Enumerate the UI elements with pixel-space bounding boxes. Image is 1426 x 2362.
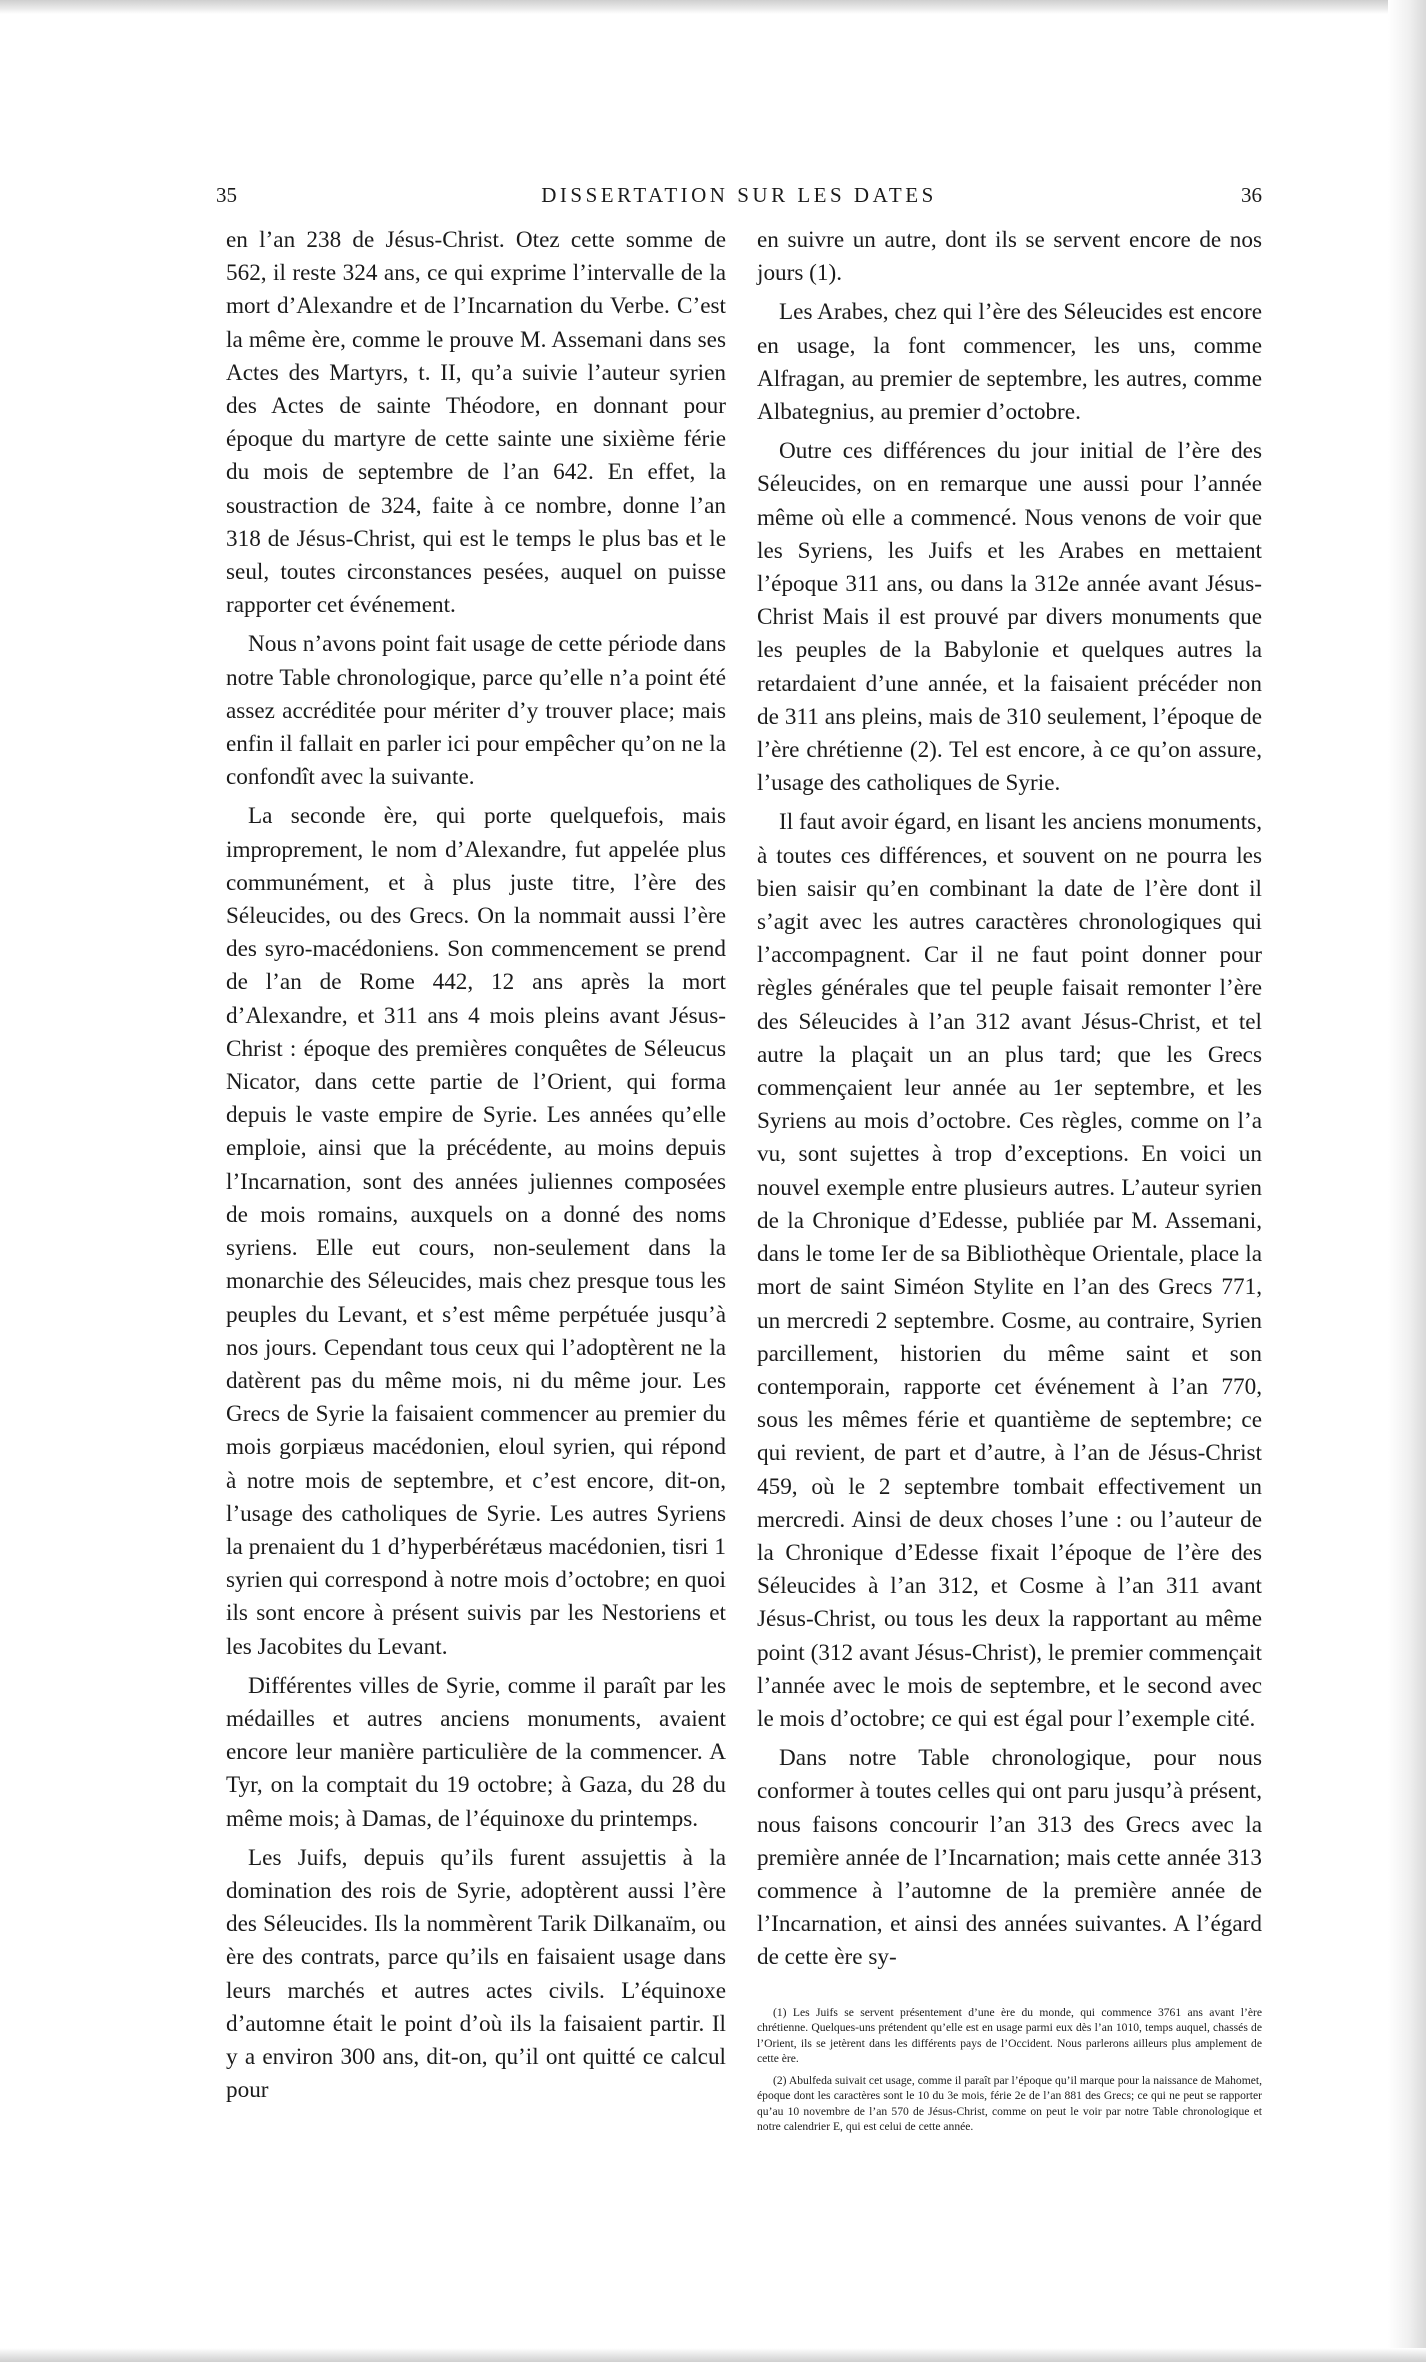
paragraph: Il faut avoir égard, en lisant les anciens monuments, à toutes ces différences, et souvent on ne pourra les bien saisir qu’en combinant la date de l’ère dont il s’agit avec les autres caractères chronologiques qui l’accompagnent. Car il ne faut point donner pour règles générales que tel peuple faisait remonter l’ère des Séleucides à l’an 312 avant Jésus-Christ, et tel autre la plaçait un an plus tard; que les Grecs commençaient leur année au 1er septembre, et les Syriens au mois d’octobre. Ces règles, comme on l’a vu, sont sujettes à trop d’exceptions. En voici un nouvel exemple entre plusieurs autres. L’auteur syrien de la Chronique d’Edesse, publiée par M. Assemani, dans le tome Ier de sa Bibliothèque Orientale, place la mort de saint Siméon Stylite en l’an des Grecs 771, un mercredi 2 septembre. Cosme, au contraire, Syrien parcillement, historien du même saint et son contemporain, rapporte cet événement à l’an 770, sous les mêmes férie et quantième de septembre; ce qui revient, de part et d’autre, à l’an de Jésus-Christ 459, où le 2 septembre tombait effectivement un mercredi. Ainsi de deux choses l’une : ou l’auteur de la Chronique d’Edesse fixait l’époque de l’ère des Séleucides à l’an 312, et Cosme à l’an 311 avant Jésus-Christ, ou tous les deux la rapportant au même point (312 avant Jésus-Christ), le premier commençait l’année avec le mois de septembre, et le second avec le mois d’octobre; ce qui est égal pour l’exemple cité. bbox=[757, 809, 1262, 1732]
scan-edge-top bbox=[0, 0, 1426, 14]
footnotes bbox=[757, 2005, 1262, 2135]
paragraph: Différentes villes de Syrie, comme il paraît par les médailles et autres anciens monuments, avaient encore leur manière particulière de la commencer. A Tyr, on la comptait du 19 octobre; à Gaza, du 28 du même mois; à Damas, de l’équinoxe du printemps. bbox=[226, 1672, 726, 1832]
paragraph: La seconde ère, qui porte quelquefois, mais improprement, le nom d’Alexandre, fut appelée plus communément, et à plus juste titre, l’ère des Séleucides, ou des Grecs. On la nommait aussi l’ère des syro-macédoniens. Son commencement se prend de l’an de Rome 442, 12 ans après la mort d’Alexandre, et 311 ans 4 mois pleins avant Jésus-Christ : époque des premières conquêtes de Séleucus Nicator, dans cette partie de l’Orient, qui forma depuis le vaste empire de Syrie. Les années qu’elle emploie, ainsi que la précédente, au moins depuis l’Incarnation, sont des années juliennes composées de mois romains, auxquels on a donné des noms syriens. Elle eut cours, non-seulement dans la monarchie des Séleucides, mais chez presque tous les peuples du Levant, et s’est même perpétuée jusqu’à nos jours. Cependant tous ceux qui l’adoptèrent ne la datèrent pas du même mois, ni du même jour. Les Grecs de Syrie la faisaient commencer au premier du mois gorpiæus macédonien, eloul syrien, qui répond à notre mois de septembre, et c’est encore, dit-on, l’usage des catholiques de Syrie. Les autres Syriens la prenaient du 1 d’hyperbérétæus macédonien, tisri 1 syrien qui correspond à notre mois d’octobre; en quoi ils sont encore à présent suivis par les Nestoriens et les Jacobites du Levant. bbox=[226, 803, 726, 1660]
footnote: (1) Les Juifs se servent présentement d’une ère du monde, qui commence 3761 ans avant l’ère chrétienne. Quelques-uns prétendent qu’elle est en usage parmi eux dès l’an 1010, temps auquel, chassés de l’Orient, ils se jetèrent dans les différents pays de l’Occident. Nous parlerons ailleurs plus amplement de cette ère. bbox=[757, 2005, 1262, 2066]
paragraph: en suivre un autre, dont ils se servent encore de nos jours (1). bbox=[757, 227, 1262, 287]
scan-edge-bottom bbox=[0, 2348, 1426, 2362]
left-column bbox=[226, 224, 726, 2113]
paragraph: Dans notre Table chronologique, pour nous conformer à toutes celles qui ont paru jusqu’à présent, nous faisons concourir l’an 313 des Grecs avec la première année de l’Incarnation; mais cette année 313 commence à l’automne de la première année de l’Incarnation, et ainsi des années suivantes. A l’égard de cette ère sy- bbox=[757, 1745, 1262, 1971]
paragraph: Les Juifs, depuis qu’ils furent assujettis à la domination des rois de Syrie, adoptèrent aussi l’ère des Séleucides. Ils la nommèrent Tarik Dilkanaïm, ou ère des contrats, parce qu’ils en faisaient usage dans leurs marchés et autres actes civils. L’équinoxe d’automne était le point d’où ils la faisaient partir. Il y a environ 300 ans, dit-on, qu’il ont quitté ce calcul pour bbox=[226, 1844, 726, 2104]
running-title: DISSERTATION SUR LES DATES bbox=[541, 183, 937, 207]
page-number-left: 35 bbox=[216, 183, 237, 207]
paragraph: Outre ces différences du jour initial de l’ère des Séleucides, on en remarque une aussi pour l’année même où elle a commencé. Nous venons de voir que les Syriens, les Juifs et les Arabes en mettaient l’époque 311 ans, ou dans la 312e année avant Jésus-Christ Mais il est prouvé par divers monuments que les peuples de la Babylonie et quelques autres la retardaient d’une année, et la faisaient précéder non de 311 ans pleins, mais de 310 seulement, l’époque de l’ère chrétienne (2). Tel est encore, à ce qu’on assure, l’usage des catholiques de Syrie. bbox=[757, 438, 1262, 797]
scan-edge-right bbox=[1388, 0, 1426, 2362]
paragraph: en l’an 238 de Jésus-Christ. Otez cette somme de 562, il reste 324 ans, ce qui exprime l’intervalle de la mort d’Alexandre et de l’Incarnation du Verbe. C’est la même ère, comme le prouve M. Assemani dans ses Actes des Martyrs, t. II, qu’a suivie l’auteur syrien des Actes de sainte Théodore, en donnant pour époque du martyre de cette sainte une sixième férie du mois de septembre de l’an 642. En effet, la soustraction de 324, faite à ce nombre, donne l’an 318 de Jésus-Christ, qui est le temps le plus bas et le seul, toutes circonstances pesées, auquel on puisse rapporter cet événement. bbox=[226, 227, 726, 619]
paragraph: Les Arabes, chez qui l’ère des Séleucides est encore en usage, la font commencer, les uns, comme Alfragan, au premier de septembre, les autres, comme Albategnius, au premier d’octobre. bbox=[757, 299, 1262, 426]
running-header bbox=[216, 183, 1262, 213]
footnote: (2) Abulfeda suivait cet usage, comme il paraît par l’époque qu’il marque pour la naissance de Mahomet, époque dont les caractères sont le 10 du 3e mois, férie 2e de l’an 881 des Grecs; ce qui ne peut se rapporter qu’au 10 novembre de l’an 570 de Jésus-Christ, comme on peut le voir par notre Table chronologique et notre calendrier E, qui est celui de cette année. bbox=[757, 2073, 1262, 2134]
page-number-right: 36 bbox=[1241, 183, 1262, 207]
paragraph: Nous n’avons point fait usage de cette période dans notre Table chronologique, parce qu’elle n’a point été assez accréditée pour mériter d’y trouver place; mais enfin il fallait en parler ici pour empêcher qu’on ne la confondît avec la suivante. bbox=[226, 631, 726, 791]
right-column bbox=[757, 224, 1262, 2141]
